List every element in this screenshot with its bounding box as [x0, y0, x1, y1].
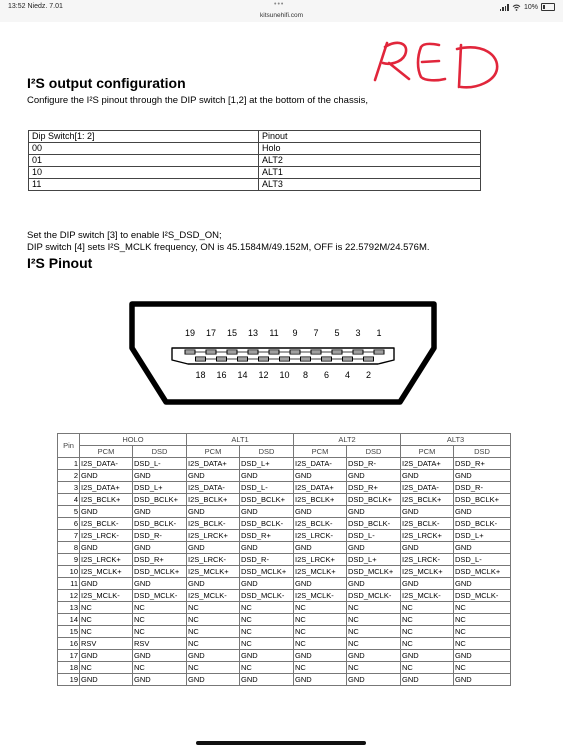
table-cell: GND — [240, 650, 294, 662]
table-cell: 00 — [29, 143, 259, 155]
handwritten-red-annotation — [365, 35, 515, 105]
subheader-cell: DSD — [454, 446, 511, 458]
pin-column-header: Pin — [58, 434, 80, 458]
pin-label-top: 13 — [247, 328, 259, 338]
battery-percent: 10% — [523, 3, 538, 11]
table-header: Pinout — [259, 131, 481, 143]
group-header-alt3: ALT3 — [401, 434, 511, 446]
subheader-cell: DSD — [133, 446, 187, 458]
table-row — [29, 179, 481, 191]
pin-number-cell: 2 — [58, 470, 80, 482]
table-row — [29, 167, 481, 179]
table-cell: GND — [454, 506, 511, 518]
address-url[interactable]: kitsunehifi.com — [260, 12, 303, 19]
table-cell: NC — [294, 638, 347, 650]
table-cell: NC — [240, 638, 294, 650]
table-cell: GND — [133, 542, 187, 554]
table-cell: NC — [240, 662, 294, 674]
pin-label-bottom: 12 — [258, 370, 269, 380]
table-cell: DSD_MCLK- — [347, 590, 401, 602]
table-cell: Holo — [259, 143, 481, 155]
table-cell: NC — [133, 614, 187, 626]
table-cell: I2S_BCLK- — [294, 518, 347, 530]
table-subheader-row — [58, 446, 511, 458]
status-indicators — [500, 3, 555, 11]
table-row — [58, 542, 511, 554]
table-cell: NC — [133, 626, 187, 638]
subheader-cell: PCM — [401, 446, 454, 458]
table-cell: NC — [401, 602, 454, 614]
table-cell: DSD_BCLK+ — [133, 494, 187, 506]
table-cell: I2S_LRCK- — [401, 554, 454, 566]
battery-icon — [541, 3, 555, 11]
table-cell: GND — [401, 578, 454, 590]
subheader-cell: DSD — [347, 446, 401, 458]
table-cell: DSD_R- — [240, 554, 294, 566]
table-row — [58, 626, 511, 638]
pin-number-cell: 4 — [58, 494, 80, 506]
pin-number-cell: 14 — [58, 614, 80, 626]
table-row — [58, 602, 511, 614]
table-cell: I2S_LRCK+ — [187, 530, 240, 542]
table-cell: GND — [401, 650, 454, 662]
table-row — [58, 578, 511, 590]
i2s-pinout-table — [57, 433, 511, 686]
status-time: 13:52 Niedz. 7.01 — [8, 3, 63, 10]
table-cell: DSD_BCLK+ — [347, 494, 401, 506]
pin-number-cell: 6 — [58, 518, 80, 530]
note-line: Set the DIP switch [3] to enable I²S_DSD_ON; — [27, 230, 222, 241]
table-cell: NC — [133, 662, 187, 674]
table-cell: GND — [133, 650, 187, 662]
table-cell: GND — [133, 578, 187, 590]
pin-label-bottom: 18 — [195, 370, 206, 380]
table-cell: NC — [401, 662, 454, 674]
table-cell: I2S_DATA+ — [187, 458, 240, 470]
section-title-i2s-output: I²S output configuration — [27, 75, 186, 91]
table-cell: GND — [80, 650, 133, 662]
pin-label-top: 19 — [184, 328, 196, 338]
table-cell: DSD_R+ — [133, 554, 187, 566]
table-cell: NC — [187, 614, 240, 626]
table-cell: GND — [401, 674, 454, 686]
table-cell: 01 — [29, 155, 259, 167]
pin-label-bottom: 2 — [365, 370, 372, 380]
table-cell: RSV — [80, 638, 133, 650]
table-cell: GND — [187, 506, 240, 518]
table-row — [58, 458, 511, 470]
table-cell: I2S_BCLK+ — [401, 494, 454, 506]
table-row — [58, 662, 511, 674]
table-cell: GND — [187, 650, 240, 662]
pin-label-top: 7 — [313, 328, 319, 338]
table-cell: DSD_L- — [347, 530, 401, 542]
table-cell: NC — [294, 626, 347, 638]
table-cell: NC — [454, 638, 511, 650]
table-cell: DSD_R+ — [240, 530, 294, 542]
table-cell: GND — [240, 578, 294, 590]
table-cell: DSD_L+ — [454, 530, 511, 542]
pin-label-bottom: 6 — [323, 370, 330, 380]
table-cell: DSD_L- — [133, 458, 187, 470]
table-cell: NC — [454, 614, 511, 626]
pin-number-cell: 9 — [58, 554, 80, 566]
table-row — [58, 638, 511, 650]
table-cell: NC — [401, 626, 454, 638]
table-cell: GND — [187, 470, 240, 482]
table-cell: GND — [80, 506, 133, 518]
pin-number-cell: 17 — [58, 650, 80, 662]
table-cell: I2S_DATA- — [187, 482, 240, 494]
table-cell: DSD_R- — [133, 530, 187, 542]
note-line: DIP switch [4] sets I²S_MCLK frequency, ON is 45.1584M/49.152M, OFF is 22.5792M/24.576M. — [27, 242, 430, 253]
table-cell: I2S_MCLK+ — [294, 566, 347, 578]
table-cell: NC — [294, 614, 347, 626]
table-cell: NC — [187, 638, 240, 650]
table-cell: DSD_L+ — [240, 458, 294, 470]
table-cell: 11 — [29, 179, 259, 191]
table-cell: DSD_BCLK- — [240, 518, 294, 530]
table-cell: I2S_DATA- — [401, 482, 454, 494]
table-cell: GND — [401, 470, 454, 482]
home-indicator[interactable] — [196, 741, 366, 745]
table-cell: NC — [187, 626, 240, 638]
table-cell: ALT3 — [259, 179, 481, 191]
table-cell: RSV — [133, 638, 187, 650]
group-header-alt1: ALT1 — [187, 434, 294, 446]
table-group-header-row — [58, 434, 511, 446]
group-header-alt2: ALT2 — [294, 434, 401, 446]
table-cell: I2S_MCLK- — [80, 590, 133, 602]
table-cell: DSD_MCLK+ — [454, 566, 511, 578]
table-cell: I2S_DATA+ — [294, 482, 347, 494]
table-row — [58, 650, 511, 662]
table-cell: DSD_BCLK+ — [240, 494, 294, 506]
table-cell: DSD_R- — [347, 458, 401, 470]
pin-number-cell: 13 — [58, 602, 80, 614]
table-cell: I2S_MCLK- — [187, 590, 240, 602]
pin-label-bottom: 16 — [216, 370, 227, 380]
table-cell: I2S_MCLK- — [294, 590, 347, 602]
pin-number-cell: 8 — [58, 542, 80, 554]
table-cell: NC — [347, 614, 401, 626]
table-row — [29, 155, 481, 167]
table-row — [58, 554, 511, 566]
table-cell: DSD_R- — [454, 482, 511, 494]
table-cell: GND — [347, 650, 401, 662]
group-header-holo: HOLO — [80, 434, 187, 446]
table-cell: NC — [294, 662, 347, 674]
status-bar — [0, 0, 563, 22]
pin-number-cell: 5 — [58, 506, 80, 518]
table-row — [58, 494, 511, 506]
table-cell: GND — [347, 506, 401, 518]
table-cell: GND — [294, 542, 347, 554]
table-cell: NC — [80, 662, 133, 674]
table-cell: DSD_MCLK+ — [240, 566, 294, 578]
table-cell: GND — [454, 650, 511, 662]
subheader-cell: PCM — [187, 446, 240, 458]
pin-label-top: 1 — [376, 328, 382, 338]
table-cell: GND — [187, 674, 240, 686]
hdmi-connector-diagram — [124, 298, 442, 410]
table-cell: NC — [240, 614, 294, 626]
subheader-cell: DSD — [240, 446, 294, 458]
table-cell: DSD_L- — [240, 482, 294, 494]
pin-number-cell: 19 — [58, 674, 80, 686]
table-cell: GND — [80, 578, 133, 590]
table-cell: GND — [347, 470, 401, 482]
table-cell: GND — [294, 674, 347, 686]
table-cell: GND — [240, 674, 294, 686]
table-cell: GND — [240, 470, 294, 482]
pin-label-top: 5 — [334, 328, 340, 338]
pin-number-cell: 12 — [58, 590, 80, 602]
table-cell: GND — [347, 578, 401, 590]
table-cell: I2S_MCLK+ — [187, 566, 240, 578]
table-header-row — [29, 131, 481, 143]
pin-number-cell: 7 — [58, 530, 80, 542]
table-cell: DSD_BCLK- — [347, 518, 401, 530]
table-cell: DSD_MCLK+ — [133, 566, 187, 578]
table-cell: NC — [347, 638, 401, 650]
table-cell: DSD_R+ — [347, 482, 401, 494]
pin-label-top: 9 — [292, 328, 298, 338]
subheader-cell: PCM — [294, 446, 347, 458]
table-cell: I2S_DATA+ — [80, 482, 133, 494]
table-cell: DSD_L- — [454, 554, 511, 566]
table-cell: GND — [187, 542, 240, 554]
table-row — [58, 470, 511, 482]
table-cell: I2S_MCLK+ — [80, 566, 133, 578]
table-cell: ALT1 — [259, 167, 481, 179]
table-cell: NC — [240, 626, 294, 638]
table-cell: DSD_MCLK- — [454, 590, 511, 602]
table-cell: I2S_LRCK+ — [80, 554, 133, 566]
table-cell: I2S_BCLK- — [80, 518, 133, 530]
table-cell: GND — [294, 578, 347, 590]
table-cell: GND — [454, 542, 511, 554]
pin-label-bottom: 8 — [302, 370, 309, 380]
table-cell: NC — [401, 614, 454, 626]
table-cell: DSD_BCLK- — [454, 518, 511, 530]
table-cell: NC — [294, 602, 347, 614]
wifi-icon — [512, 4, 521, 11]
table-cell: NC — [347, 626, 401, 638]
table-row — [58, 518, 511, 530]
table-cell: GND — [294, 506, 347, 518]
table-cell: DSD_BCLK- — [133, 518, 187, 530]
table-row — [58, 566, 511, 578]
table-row — [58, 506, 511, 518]
table-cell: GND — [80, 542, 133, 554]
table-cell: GND — [347, 542, 401, 554]
table-cell: NC — [80, 602, 133, 614]
table-cell: NC — [347, 602, 401, 614]
pin-label-bottom: 10 — [279, 370, 290, 380]
table-cell: GND — [240, 542, 294, 554]
table-cell: NC — [454, 602, 511, 614]
pin-number-cell: 3 — [58, 482, 80, 494]
pin-number-cell: 16 — [58, 638, 80, 650]
table-row — [29, 143, 481, 155]
table-row — [58, 674, 511, 686]
table-cell: I2S_LRCK- — [187, 554, 240, 566]
table-cell: I2S_DATA- — [294, 458, 347, 470]
table-row — [58, 530, 511, 542]
table-cell: GND — [401, 506, 454, 518]
section-title-i2s-pinout: I²S Pinout — [27, 255, 93, 271]
signal-icon — [500, 4, 509, 11]
table-cell: DSD_MCLK+ — [347, 566, 401, 578]
pin-number-cell: 1 — [58, 458, 80, 470]
table-cell: NC — [187, 662, 240, 674]
table-cell: I2S_LRCK+ — [401, 530, 454, 542]
table-row — [58, 482, 511, 494]
table-cell: ALT2 — [259, 155, 481, 167]
table-cell: GND — [454, 674, 511, 686]
table-cell: GND — [347, 674, 401, 686]
table-cell: GND — [454, 578, 511, 590]
dip-notes — [27, 230, 430, 254]
table-cell: I2S_DATA+ — [401, 458, 454, 470]
table-cell: I2S_BCLK- — [187, 518, 240, 530]
table-cell: GND — [401, 542, 454, 554]
table-header: Dip Switch[1: 2] — [29, 131, 259, 143]
table-cell: NC — [347, 662, 401, 674]
table-cell: I2S_LRCK+ — [294, 554, 347, 566]
table-cell: DSD_MCLK- — [133, 590, 187, 602]
table-cell: GND — [80, 674, 133, 686]
table-cell: I2S_BCLK- — [401, 518, 454, 530]
table-cell: I2S_BCLK+ — [80, 494, 133, 506]
table-cell: GND — [294, 650, 347, 662]
pin-number-cell: 11 — [58, 578, 80, 590]
pin-label-top: 3 — [355, 328, 361, 338]
table-cell: NC — [80, 626, 133, 638]
table-row — [58, 614, 511, 626]
pin-number-cell: 18 — [58, 662, 80, 674]
table-cell: DSD_L+ — [347, 554, 401, 566]
table-cell: I2S_LRCK- — [294, 530, 347, 542]
table-cell: I2S_BCLK+ — [187, 494, 240, 506]
table-cell: NC — [401, 638, 454, 650]
subheader-cell: PCM — [80, 446, 133, 458]
table-cell: NC — [240, 602, 294, 614]
dip-switch-table — [28, 130, 481, 191]
table-row — [58, 590, 511, 602]
table-cell: DSD_L+ — [133, 482, 187, 494]
table-cell: I2S_DATA- — [80, 458, 133, 470]
table-cell: GND — [240, 506, 294, 518]
section-description: Configure the I²S pinout through the DIP switch [1,2] at the bottom of the chassis, — [27, 95, 368, 106]
pin-label-top: 11 — [269, 328, 279, 338]
pin-number-cell: 15 — [58, 626, 80, 638]
table-cell: DSD_MCLK- — [240, 590, 294, 602]
more-dots-icon[interactable]: ••• — [274, 1, 285, 8]
pin-label-bottom: 14 — [237, 370, 248, 380]
table-cell: GND — [133, 506, 187, 518]
table-cell: NC — [454, 662, 511, 674]
table-cell: DSD_R+ — [454, 458, 511, 470]
table-cell: GND — [294, 470, 347, 482]
table-cell: NC — [187, 602, 240, 614]
table-cell: DSD_BCLK+ — [454, 494, 511, 506]
table-cell: GND — [454, 470, 511, 482]
table-cell: NC — [454, 626, 511, 638]
table-cell: I2S_BCLK+ — [294, 494, 347, 506]
table-cell: 10 — [29, 167, 259, 179]
pin-label-bottom: 4 — [344, 370, 351, 380]
table-cell: GND — [133, 470, 187, 482]
pin-label-top: 15 — [226, 328, 238, 338]
pin-label-top: 17 — [205, 328, 217, 338]
table-cell: I2S_LRCK- — [80, 530, 133, 542]
table-cell: GND — [80, 470, 133, 482]
table-cell: GND — [187, 578, 240, 590]
table-cell: GND — [133, 674, 187, 686]
table-cell: I2S_MCLK+ — [401, 566, 454, 578]
table-cell: NC — [80, 614, 133, 626]
table-cell: I2S_MCLK- — [401, 590, 454, 602]
pin-number-cell: 10 — [58, 566, 80, 578]
table-cell: NC — [133, 602, 187, 614]
